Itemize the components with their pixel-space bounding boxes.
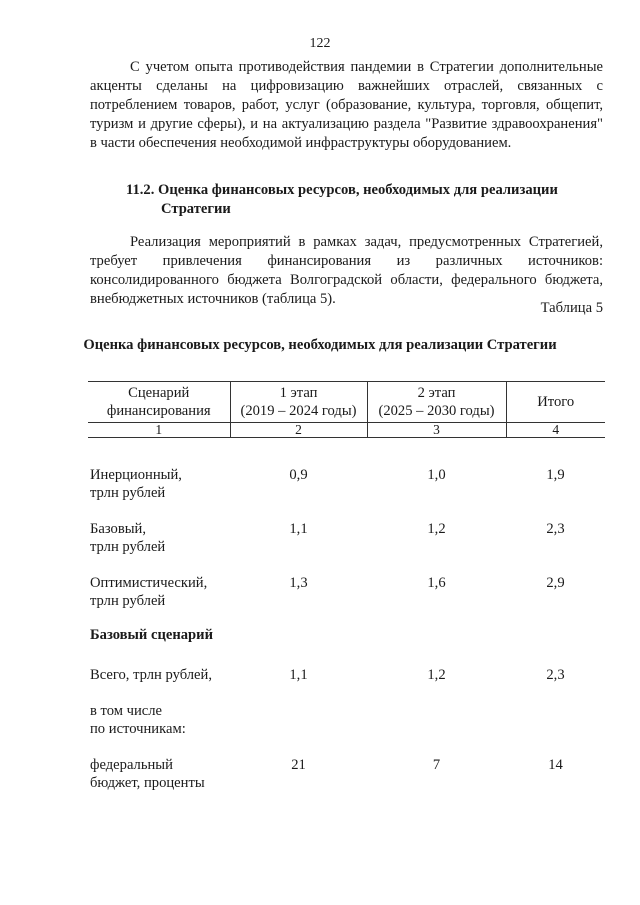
page-number: 122 (309, 36, 331, 51)
stage1-value: 1,1 (289, 520, 308, 537)
spacer (88, 610, 605, 626)
financing-table (88, 381, 605, 792)
stage2-value: 7 (432, 756, 441, 773)
total-value: 2,9 (546, 574, 565, 591)
section-heading-line2: Стратегии (161, 201, 231, 217)
spacer (88, 556, 605, 574)
header-scenario (88, 382, 230, 423)
column-number-row (88, 423, 605, 438)
row-label (88, 574, 230, 610)
column-number: 1 (88, 423, 230, 438)
stage2-value: 1,6 (427, 574, 446, 591)
row-label (88, 756, 230, 792)
table-row-total (88, 666, 605, 684)
header-stage1 (230, 382, 367, 423)
header-stage2-line2: (2025 – 2030 годы) (378, 403, 495, 419)
row-label-line1: Базовый, (90, 520, 146, 537)
row-label-line2: трлн рублей (90, 592, 166, 609)
row-label: Всего, трлн рублей, (90, 666, 212, 683)
row-label (88, 702, 605, 738)
stage1-value: 1,3 (289, 574, 308, 591)
header-stage2-line1: 2 этап (417, 385, 456, 401)
row-label (88, 466, 230, 502)
column-number: 4 (506, 423, 605, 438)
stage2-value: 1,2 (427, 666, 446, 683)
header-stage1-line2: (2019 – 2024 годы) (240, 403, 357, 419)
table-row-base (88, 520, 605, 556)
row-label-line2: бюджет, проценты (90, 774, 205, 791)
spacer (88, 684, 605, 702)
spacer (88, 738, 605, 756)
header-total: Итого (506, 382, 605, 423)
stage1-value: 21 (291, 756, 306, 773)
header-stage1-line1: 1 этап (279, 385, 318, 401)
intro-paragraph: С учетом опыта противодействия пандемии в Стратегии дополнительные акценты сделаны на цифровизацию важнейших отраслей, связанных с потреблением товаров, работ, услуг (образование, культура, торговля, общепит, туризм и другие сферы), и на актуализацию раздела "Развитие здравоохранения" в части обеспечения необходимой инфраструктуры оборудованием. (90, 59, 603, 151)
section-heading-line1: 11.2. Оценка финансовых ресурсов, необходимых для реализации (126, 182, 558, 198)
table-header-row (88, 382, 605, 423)
table-title: Оценка финансовых ресурсов, необходимых для реализации Стратегии (83, 337, 557, 353)
table-row-base-scenario-heading (88, 626, 605, 644)
table-row-federal (88, 756, 605, 792)
funding-paragraph: Реализация мероприятий в рамках задач, предусмотренных Стратегией, требует привлечения финансирования из различных источников: консолидированного бюджета Волгоградской области, федерального бюджета, внебюджетных источников (таблица 5). (90, 234, 603, 307)
header-stage2 (367, 382, 506, 423)
stage1-value: 0,9 (289, 466, 308, 483)
row-label-line1: Инерционный, (90, 466, 182, 483)
row-label-line2: трлн рублей (90, 484, 166, 501)
row-label (88, 520, 230, 556)
total-value: 1,9 (546, 466, 565, 483)
table-row-optimistic (88, 574, 605, 610)
table-label: Таблица 5 (540, 300, 603, 316)
header-scenario-line1: Сценарий (128, 385, 190, 401)
stage1-value: 1,1 (289, 666, 308, 683)
section-heading (126, 181, 606, 219)
total-value: 14 (548, 756, 563, 773)
total-value: 2,3 (546, 666, 565, 683)
spacer (88, 502, 605, 520)
row-label-line2: трлн рублей (90, 538, 166, 555)
table-row-inertial (88, 466, 605, 502)
header-scenario-line2: финансирования (106, 403, 211, 419)
stage2-value: 1,0 (427, 466, 446, 483)
total-value: 2,3 (546, 520, 565, 537)
row-label-line2: по источникам: (90, 720, 186, 737)
row-label-line1: Оптимистический, (90, 574, 208, 591)
stage2-value: 1,2 (427, 520, 446, 537)
spacer (88, 438, 605, 466)
base-scenario-heading: Базовый сценарий (90, 626, 213, 643)
row-label-line1: федеральный (90, 756, 173, 773)
row-label-line1: в том числе (90, 702, 163, 719)
column-number: 3 (367, 423, 506, 438)
column-number: 2 (230, 423, 367, 438)
spacer (88, 644, 605, 666)
table-row-including (88, 702, 605, 738)
